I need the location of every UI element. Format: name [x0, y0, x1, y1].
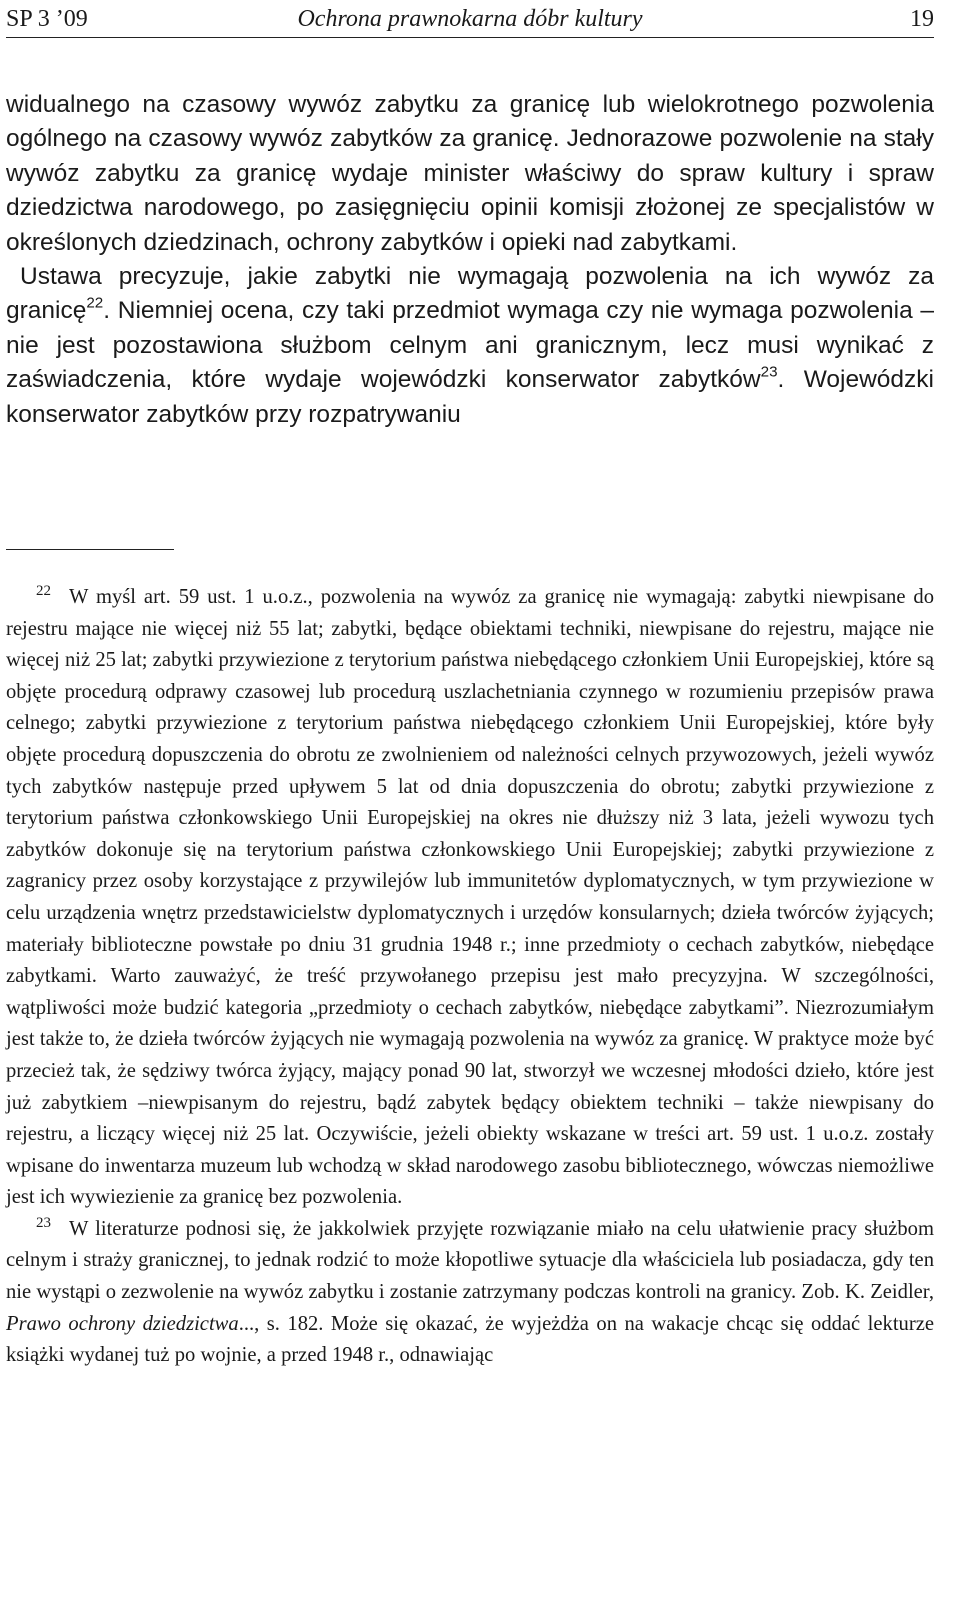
footnote-text-part-b: ..., s. 182. Może się okazać, że wyjeżdża on na wakacje chcąc się oddać lekturze książki wydanej tuż po wojnie, a przed 1948 r., odnawiając [6, 1312, 934, 1367]
footnote-23 [6, 1214, 934, 1372]
paragraph-2 [6, 260, 934, 432]
running-title: Ochrona prawnokarna dóbr kultury [297, 6, 643, 32]
paragraph-2-part-a: Ustawa precyzuje, jakie zabytki nie wymagają pozwolenia na ich wywóz za granicę [6, 263, 934, 325]
footnote-divider [6, 549, 174, 550]
footnote-text-part-a: W literaturze podnosi się, że jakkolwiek przyjęte rozwiązanie miało na celu ułatwienie pracy służbom celnym i straży granicznej, to jednak rodzić to może kłopotliwe sytuacje dla właściciela lub posiadacza, gdy ten nie wystąpi o zezwolenie na wywóz zabytku i zostanie zatrzymany podczas kontroli na granicy. Zob. K. Zeidler, [6, 1217, 934, 1304]
paragraph-2-part-c: . Wojewódzki konserwator zabytków przy rozpatrywaniu [6, 366, 934, 428]
paragraph-2-part-b: . Niemniej ocena, czy taki przedmiot wymaga czy nie wymaga pozwolenia – nie jest pozostawiona służbom celnym ani granicznym, lecz musi wynikać z zaświadczenia, które wydaje wojewódzki konserwator zabytków [6, 297, 934, 394]
footnote-ref-23: 23 [760, 363, 778, 381]
header-divider [6, 37, 934, 38]
footnote-number: 22 [36, 582, 51, 599]
footnote-number: 23 [36, 1214, 51, 1231]
footnote-22 [6, 582, 934, 1214]
footnote-text: W myśl art. 59 ust. 1 u.o.z., pozwolenia na wywóz za granicę nie wymagają: zabytki niewpisane do rejestru mające nie więcej niż 55 lat; zabytki, będące obiektami techniki, niewpisane do rejestru, mające nie więcej niż 25 lat; zabytki przywiezione z terytorium państwa niebędącego członkiem Unii Europejskiej, które są objęte procedurą odprawy czasowej lub procedurą uszlachetniania czynnego w rozumieniu przepisów prawa celnego; zabytki przywiezione z terytorium państwa niebędącego członkiem Unii Europejskiej, które były objęte procedurą dopuszczenia do obrotu ze zwolnieniem od należności celnych przywozowych, jeżeli wywóz tych zabytków następuje przed upływem 5 lat od dnia dopuszczenia do obrotu; zabytki przywiezione z terytorium państwa członkowskiego Unii Europejskiej na okres nie dłuższy niż 3 lata, jeżeli wywozu tych zabytków dokonuje się na terytorium państwa członkowskiego Unii Europejskiej; zabytki przywiezione z zagranicy przez osoby korzystające z przywilejów lub immunitetów dyplomatycznych, w tym przywiezione w celu urządzenia wnętrz przedstawicielstw dyplomatycznych i urzędów konsularnych; dzieła twórców żyjących; materiały biblioteczne powstałe po dniu 31 grudnia 1948 r.; inne przedmioty o cechach zabytków, niebędące zabytkami. Warto zauważyć, że treść przywołanego przepisu jest mało precyzyjna. W szczególności, wątpliwości może budzić kategoria „przedmioty o cechach zabytków, niebędące zabytkami”. Niezrozumiałym jest także to, że dzieła twórców żyjących nie wymagają pozwolenia na wywóz za granicę. W praktyce może być przecież tak, że sędziwy twórca żyjący, mający ponad 90 lat, stworzył we wczesnej młodości dzieło, które jest już zabytkiem –niewpisanym do rejestru, bądź zabytek będący obiektem techniki – także niewpisany do rejestru, a liczący więcej niż 25 lat. Oczywiście, jeżeli obiekty wskazane w treści art. 59 ust. 1 u.o.z. zostały wpisane do inwentarza muzeum lub wchodzą w skład narodowego zasobu bibliotecznego, wówczas niemożliwe jest ich wywiezienie za granicę bez pozwolenia. [6, 586, 934, 1209]
paragraph-1: widualnego na czasowy wywóz zabytku za granicę lub wielokrotnego pozwolenia ogólnego na czasowy wywóz zabytków za granicę. Jednorazowe pozwolenie na stały wywóz zabytku za granicę wydaje minister właściwy do spraw kultury i spraw dziedzictwa narodowego, po zasięgnięciu opinii komisji złożonej ze specjalistów w określonych dziedzinach, ochrony zabytków i opieki nad zabytkami. [6, 91, 934, 256]
footnote-ref-22: 22 [86, 294, 104, 312]
running-header [6, 4, 934, 38]
footnotes [6, 582, 934, 1372]
cited-title: Prawo ochrony dziedzictwa [6, 1312, 239, 1335]
journal-issue: SP 3 ’09 [6, 6, 88, 32]
main-text [6, 88, 934, 432]
page-number: 19 [910, 6, 934, 32]
